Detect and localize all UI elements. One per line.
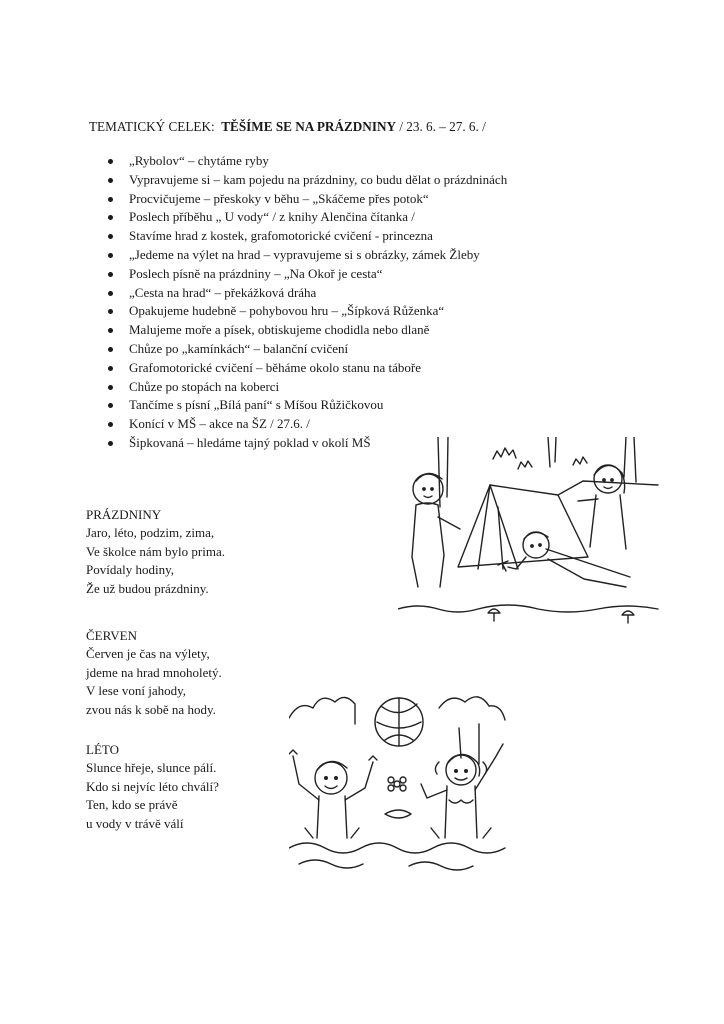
poem-line: Slunce hřeje, slunce pálí. [86,760,217,776]
poem-title: LÉTO [86,742,119,757]
poem-line: Jaro, léto, podzim, zima, [86,525,215,541]
list-item: „Cesta na hrad“ – překážková dráha [107,284,507,303]
list-item: Konící v MŠ – akce na ŠZ / 27.6. / [107,415,507,434]
poem-line: zvou nás k sobě na hody. [86,701,216,717]
theme-title: TĚŠÍME SE NA PRÁZDNINY [221,119,397,134]
poem-line: Povídaly hodiny, [86,562,174,578]
list-item: Šipkovaná – hledáme tajný poklad v okolí MŠ [107,434,507,453]
poem-line: jdeme na hrad mnoholetý. [86,664,222,680]
list-item: Vypravujeme si – kam pojedu na prázdniny, co budu dělat o prázdninách [107,171,507,190]
list-item: Chůze po „kamínkách“ – balanční cvičení [107,340,507,359]
list-item: Opakujeme hudebně – pohybovou hru – „Šípková Růženka“ [107,302,507,321]
poem-cerven [86,627,222,719]
list-item: Malujeme moře a písek, obtiskujeme chodidla nebo dlaně [107,321,507,340]
poem-line: Červen je čas na výlety, [86,646,210,662]
poem-line: Kdo si nejvíc léto chválí? [86,778,219,794]
poem-title: ČERVEN [86,628,137,643]
theme-dates: / 23. 6. – 27. 6. / [396,119,486,134]
list-item: „Jedeme na výlet na hrad – vypravujeme si s obrázky, zámek Žleby [107,246,507,265]
poem-line: u vody v trávě válí [86,815,184,831]
list-item: Tančíme s písní „Bílá paní“ s Míšou Růžičkovou [107,396,507,415]
poem-line: Ve školce nám bylo prima. [86,543,225,559]
theme-prefix: TEMATICKÝ CELEK: [89,119,215,134]
poem-prazdniny [86,506,225,598]
activity-list [107,152,507,453]
list-item: Poslech písně na prázdniny – „Na Okoř je cesta“ [107,265,507,284]
list-item: Procvičujeme – přeskoky v běhu – „Skáčeme přes potok“ [107,190,507,209]
children-camping-tent-illustration [398,437,670,629]
poem-line: V lese voní jahody, [86,683,187,699]
list-item: Stavíme hrad z kostek, grafomotorické cvičení - princezna [107,227,507,246]
poem-leto [86,741,219,833]
poem-line: Ten, kdo se právě [86,797,178,813]
list-item: Grafomotorické cvičení – běháme okolo stanu na táboře [107,359,507,378]
list-item: Poslech příběhu „ U vody“ / z knihy Alenčina čítanka / [107,208,507,227]
list-item: „Rybolov“ – chytáme ryby [107,152,507,171]
theme-heading [89,119,486,135]
children-swimming-with-ball-illustration [289,688,511,884]
poem-title: PRÁZDNINY [86,507,162,522]
list-item: Chůze po stopách na koberci [107,378,507,397]
poem-line: Že už budou prázdniny. [86,580,209,596]
